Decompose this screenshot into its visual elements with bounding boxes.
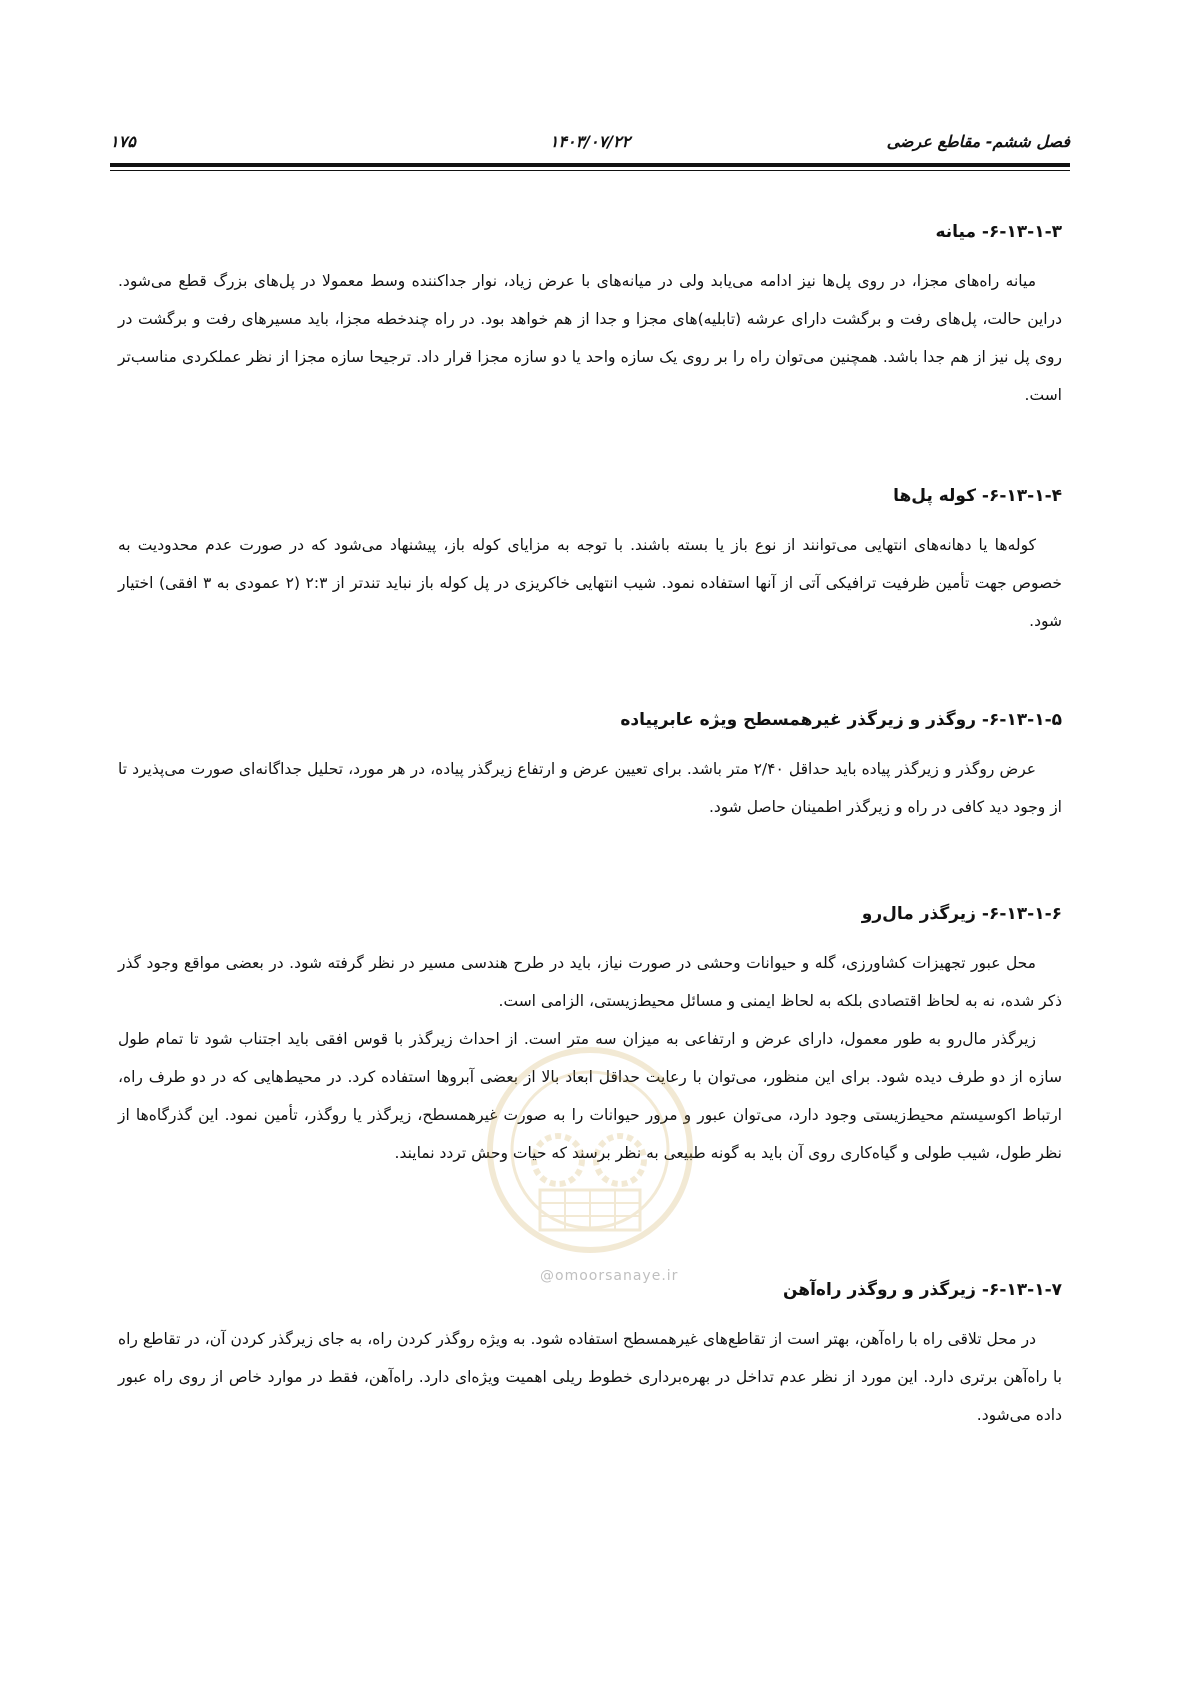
- paragraph: عرض روگذر و زیرگذر پیاده باید حداقل ۲/۴۰ متر باشد. برای تعیین عرض و ارتفاع زیرگذر پیاده، در هر مورد، تحلیل جداگانه‌ای صورت می‌پذیرد تا از وجود دید کافی در راه و زیرگذر اطمینان حاصل شود.: [118, 760, 1062, 816]
- header-rule-thin: [110, 170, 1070, 171]
- watermark-url: @omoorsanaye.ir: [540, 1268, 679, 1284]
- section-median: [118, 220, 1062, 414]
- section-abutments: [118, 484, 1062, 640]
- paragraph: محل عبور تجهیزات کشاورزی، گله و حیوانات وحشی در صورت نیاز، باید در طرح هندسی مسیر در نظر گرفته شود. در بعضی مواقع وجود گذر ذکر شده، نه به لحاظ اقتصادی بلکه به لحاظ ایمنی و مسائل محیط‌زیستی، الزامی است.: [118, 954, 1062, 1010]
- section-heading: ۶-۱۳-۱-۴- کوله پل‌ها: [893, 486, 1062, 506]
- paragraph: در محل تلاقی راه با راه‌آهن، بهتر است از تقاطع‌های غیرهمسطح استفاده شود. به ویژه روگذر کردن راه، به جای زیرگذر کردن آن، در تقاطع راه با راه‌آهن برتری دارد. این مورد از نظر عدم تداخل در بهره‌برداری خطوط ریلی اهمیت ویژه‌ای دارد. راه‌آهن، فقط در موارد خاص از روی راه عبور داده می‌شود.: [118, 1330, 1062, 1424]
- chapter-title: فصل ششم- مقاطع عرضی: [886, 132, 1070, 151]
- paragraph: کوله‌ها یا دهانه‌های انتهایی می‌توانند از نوع باز یا بسته باشند. با توجه به مزایای کوله باز، پیشنهاد می‌شود که در صورت عدم محدودیت به خصوص جهت تأمین ظرفیت ترافیکی آتی از آنها استفاده نمود. شیب انتهایی خاکریزی در پل کوله باز نباید تندتر از ۲:۳ (۲ عمودی به ۳ افقی) اختیار شود.: [118, 536, 1063, 630]
- header-date: ۱۴۰۳/۰۷/۲۲: [549, 132, 631, 151]
- page-number: ۱۷۵: [110, 132, 136, 151]
- section-heading: ۶-۱۳-۱-۷- زیرگذر و روگذر راه‌آهن: [783, 1280, 1062, 1300]
- page-header: [110, 132, 1070, 158]
- paragraph: میانه راه‌های مجزا، در روی پل‌ها نیز ادامه می‌یابد ولی در میانه‌های با عرض زیاد، نوار جداکننده وسط معمولا در پل‌های بزرگ قطع می‌شود. دراین حالت، پل‌های رفت و برگشت دارای عرشه (تابلیه)های مجزا و جدا از هم خواهد بود. در راه چندخطه مجزا، باید مسیرهای رفت و برگشت در روی پل نیز از هم جدا باشد. همچنین می‌توان راه را بر روی یک سازه واحد یا دو سازه مجزا قرار داد. ترجیحا سازه مجزا از نظر عملکردی مناسب‌تر است.: [118, 272, 1062, 404]
- section-railway-crossing: [118, 1278, 1062, 1434]
- watermark-seal-icon: [480, 1040, 700, 1260]
- section-heading: ۶-۱۳-۱-۵- روگذر و زیرگذر غیرهمسطح ویژه عابرپیاده: [620, 710, 1062, 730]
- header-rule-thick: [110, 163, 1070, 167]
- paragraph: زیرگذر مال‌رو به طور معمول، دارای عرض و ارتفاعی به میزان سه متر است. از احداث زیرگذر با قوس افقی باید اجتناب شود تا تمام طول سازه از دو طرف دیده شود. برای این منظور، می‌توان با رعایت حداقل ابعاد بالا از بعضی آبروها استفاده کرد. در محیط‌هایی که در دو طرف راه، ارتباط اکوسیستم محیط‌زیستی وجود دارد، می‌توان عبور و مرور حیوانات را به صورت غیرهمسطح، زیرگذر یا روگذر، تأمین نمود. این گذرگاه‌ها از نظر طول، شیب طولی و گیاه‌کاری روی آن باید به گونه طبیعی به نظر برسند که حیات وحش تردد نمایند.: [118, 1030, 1062, 1162]
- section-heading: ۶-۱۳-۱-۳- میانه: [935, 222, 1062, 242]
- section-heading: ۶-۱۳-۱-۶- زیرگذر مال‌رو: [861, 904, 1062, 924]
- section-pedestrian-crossing: [118, 708, 1062, 826]
